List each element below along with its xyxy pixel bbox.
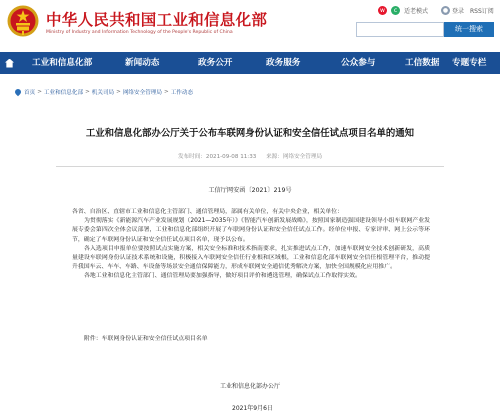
publish-time: 发布时间：2021-09-08 11:33 bbox=[177, 154, 257, 160]
article-meta bbox=[0, 152, 500, 160]
article-source: 来源：网络安全管理局 bbox=[266, 154, 323, 160]
breadcrumb-home[interactable]: 首页 bbox=[24, 90, 36, 96]
breadcrumb-work-news[interactable]: 工作动态 bbox=[170, 90, 194, 96]
elderly-mode-label: 适老模式 bbox=[404, 7, 429, 15]
divider bbox=[56, 166, 444, 167]
sina-weibo-link[interactable] bbox=[378, 4, 387, 16]
breadcrumb-cybersecurity[interactable]: 网络安全管理局 bbox=[122, 90, 162, 96]
main-nav bbox=[0, 52, 500, 74]
login-link[interactable] bbox=[441, 4, 464, 16]
nav-item-public-participation[interactable]: 公众参与 bbox=[341, 58, 376, 68]
nav-item-gov-affairs[interactable]: 政务公开 bbox=[198, 58, 233, 68]
breadcrumb-separator: > bbox=[164, 89, 169, 95]
wechat-link[interactable] bbox=[391, 4, 400, 16]
document-number: 工信厅网安函〔2021〕219号 bbox=[208, 187, 292, 194]
nav-item-data[interactable]: 工信数据 bbox=[405, 58, 440, 68]
wechat-icon: c bbox=[391, 6, 400, 15]
nav-item-topics[interactable]: 专题专栏 bbox=[452, 58, 487, 68]
nav-item-news[interactable]: 新闻动态 bbox=[125, 58, 160, 68]
elderly-mode-link[interactable] bbox=[404, 4, 428, 16]
breadcrumb-separator: > bbox=[85, 89, 90, 95]
site-subtitle: Ministry of Industry and Information Technology of the People's Republic of China bbox=[46, 30, 233, 35]
breadcrumb-separator: > bbox=[116, 89, 121, 95]
nav-home[interactable] bbox=[5, 52, 14, 74]
article-title: 工业和信息化部办公厅关于公布车联网身份认证和安全信任试点项目名单的通知 bbox=[85, 128, 415, 139]
user-icon: ● bbox=[442, 6, 449, 14]
site-title[interactable]: 中华人民共和国工业和信息化部 bbox=[46, 11, 268, 29]
location-icon bbox=[14, 88, 22, 96]
site-header bbox=[0, 0, 500, 48]
rss-link[interactable] bbox=[470, 4, 494, 16]
article-body bbox=[72, 208, 430, 282]
paragraph-3: 各地工业和信息化主管部门、通信管理局要加强指导，做好项目评价和遴选管理，确保试点工作取得实效。 bbox=[84, 273, 361, 280]
salutation: 各省、自治区、直辖市工业和信息化主管部门、通信管理局，部属有关单位，有关中央企业，相关单位： bbox=[72, 209, 343, 215]
breadcrumb-departments[interactable]: 机关司局 bbox=[91, 90, 115, 96]
document-date: 2021年9月6日 bbox=[232, 405, 273, 412]
search-input[interactable] bbox=[356, 22, 444, 37]
attachment-label[interactable]: 附件：车联网身份认证和安全信任试点项目名单 bbox=[84, 336, 208, 342]
attachment-link[interactable] bbox=[84, 333, 208, 342]
signature: 工业和信息化部办公厅 bbox=[220, 383, 281, 390]
nav-item-ministry[interactable]: 工业和信息化部 bbox=[32, 58, 93, 68]
login-label: 登录 bbox=[452, 7, 465, 15]
search-button[interactable]: 统一搜索 bbox=[444, 22, 494, 37]
breadcrumb bbox=[15, 88, 193, 96]
home-icon bbox=[5, 59, 14, 68]
nav-item-gov-services[interactable]: 政务服务 bbox=[266, 58, 301, 68]
breadcrumb-ministry[interactable]: 工业和信息化部 bbox=[43, 90, 84, 96]
paragraph-2: 各入选项目申报单位要按照试点实施方案，相关安全标准和技术指南要求，扎实推进试点工作，加速车联网安全技术创新研发，高质量建设车联网身份认证技术系统和设施，积极接入车联网安全信任行业根和区域根，工业和信息化部车联网安全信任根管理平台，推动提升我国车云、车车、车路、车设备等场景安全通信保障能力，形成车联网安全通信优秀解决方案，加快全国规模化应用推广。 bbox=[72, 245, 430, 271]
breadcrumb-separator: > bbox=[37, 89, 42, 95]
paragraph-1: 为贯彻落实《新能源汽车产业发展规划（2021—2035年）》《智能汽车创新发展战略》，按照国家制造强国建设领导小组车联网产业发展专委会第四次全体会议部署，工业和信息化部组织开展了车联网身份认证和安全信任试点工作。经单位申报、专家评审、网上公示等环节，确定了车联网身份认证和安全信任试点项目名单，现予以公布。 bbox=[72, 218, 430, 243]
national-emblem-icon bbox=[7, 4, 39, 38]
rss-label: RSS订阅 bbox=[470, 7, 494, 15]
weibo-icon: w bbox=[378, 6, 387, 15]
